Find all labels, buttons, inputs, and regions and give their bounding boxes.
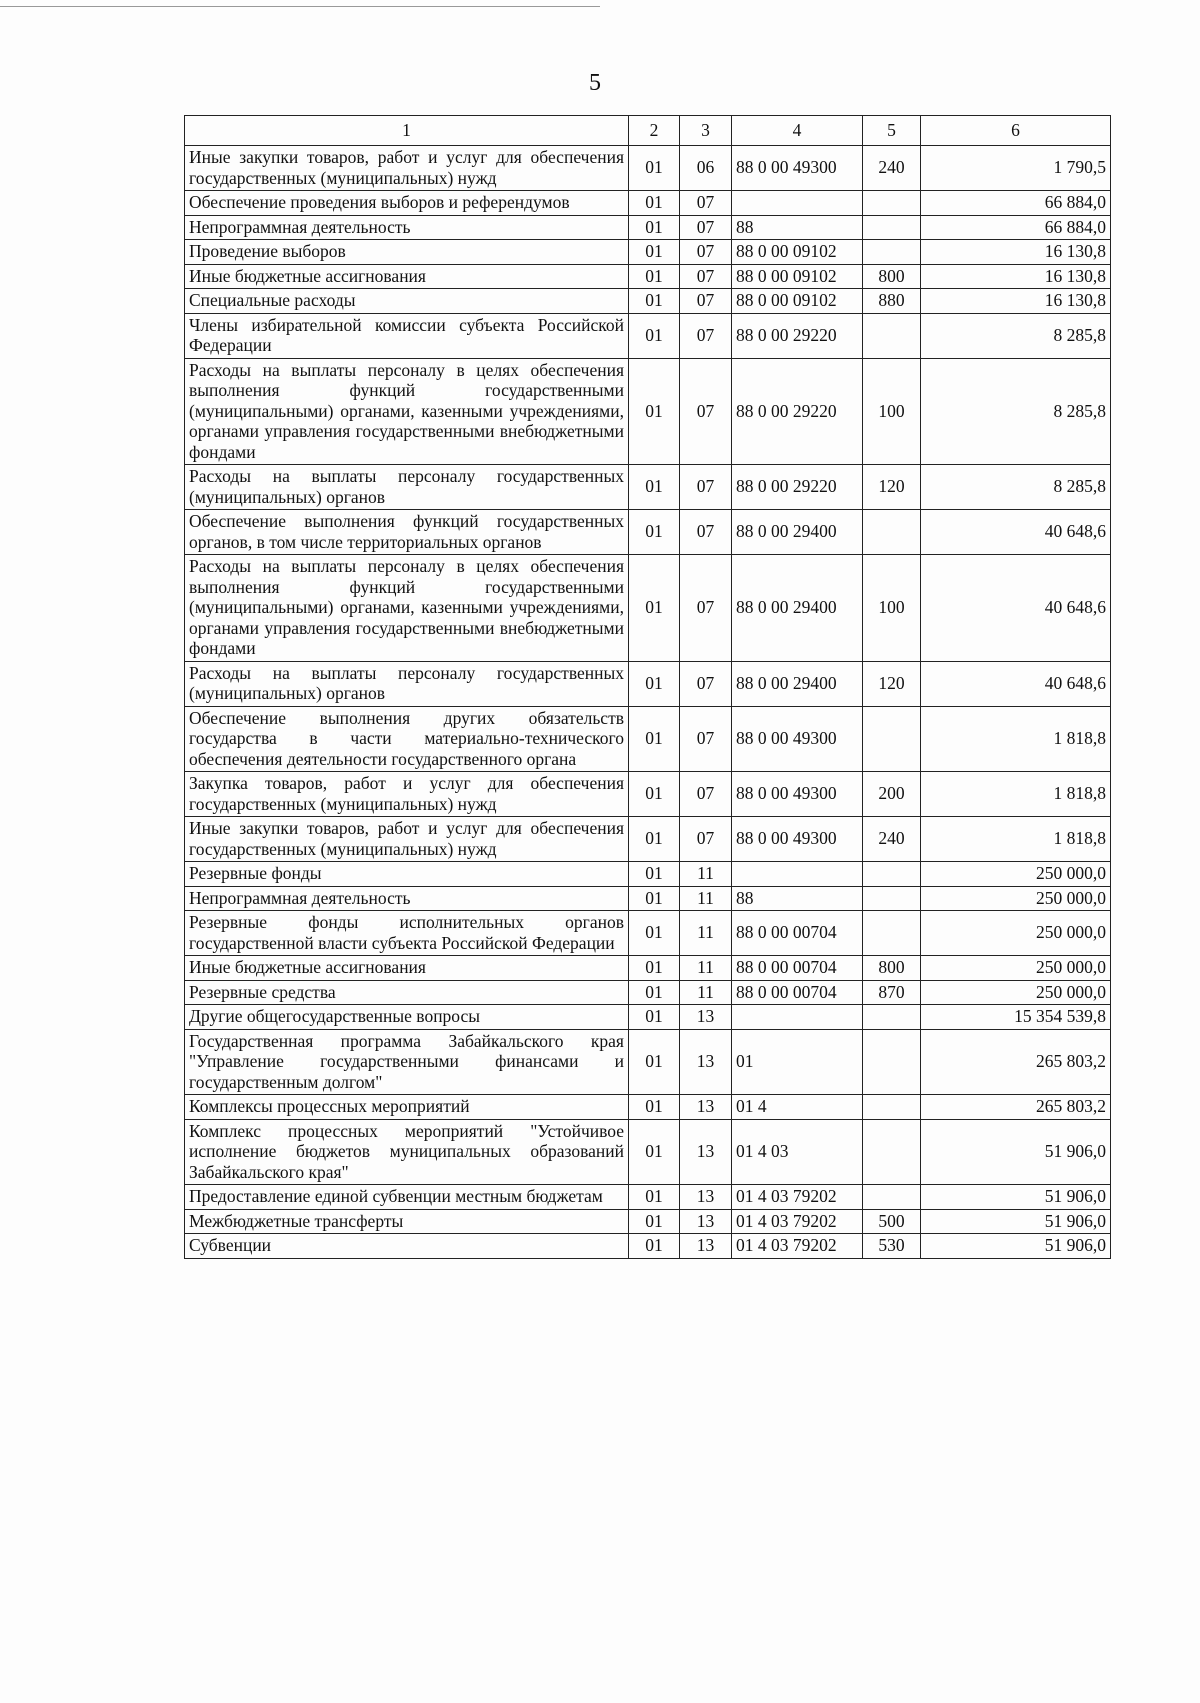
target-article-cell: 01 4 03 79202: [732, 1234, 863, 1259]
section-code-cell: 01: [629, 215, 680, 240]
table-row: [185, 555, 1111, 662]
amount-cell: 250 000,0: [921, 911, 1111, 956]
expense-type-cell: [863, 215, 921, 240]
expense-type-cell: 800: [863, 956, 921, 981]
expense-type-cell: 100: [863, 555, 921, 662]
amount-cell: 51 906,0: [921, 1119, 1111, 1185]
row-name-cell: Расходы на выплаты персоналу государственных (муниципальных) органов: [185, 465, 629, 510]
target-article-cell: 88 0 00 49300: [732, 772, 863, 817]
amount-cell: 66 884,0: [921, 191, 1111, 216]
section-code-cell: 01: [629, 886, 680, 911]
amount-cell: 51 906,0: [921, 1234, 1111, 1259]
amount-cell: 51 906,0: [921, 1209, 1111, 1234]
column-header: 2: [629, 116, 680, 146]
subsection-code-cell: 07: [680, 465, 732, 510]
row-name-cell: Обеспечение выполнения функций государственных органов, в том числе территориальных органов: [185, 510, 629, 555]
column-header: 3: [680, 116, 732, 146]
section-code-cell: 01: [629, 289, 680, 314]
amount-cell: 40 648,6: [921, 510, 1111, 555]
subsection-code-cell: 07: [680, 772, 732, 817]
row-name-cell: Непрограммная деятельность: [185, 215, 629, 240]
target-article-cell: 88 0 00 00704: [732, 956, 863, 981]
expense-type-cell: [863, 1005, 921, 1030]
expense-type-cell: 240: [863, 817, 921, 862]
amount-cell: 15 354 539,8: [921, 1005, 1111, 1030]
section-code-cell: 01: [629, 264, 680, 289]
table-row: [185, 661, 1111, 706]
section-code-cell: 01: [629, 191, 680, 216]
subsection-code-cell: 13: [680, 1029, 732, 1095]
table-row: [185, 465, 1111, 510]
expense-type-cell: 870: [863, 980, 921, 1005]
subsection-code-cell: 13: [680, 1005, 732, 1030]
row-name-cell: Специальные расходы: [185, 289, 629, 314]
target-article-cell: 88 0 00 29220: [732, 358, 863, 465]
top-scan-line: [0, 6, 600, 7]
target-article-cell: 88 0 00 49300: [732, 817, 863, 862]
table-row: [185, 313, 1111, 358]
table-row: [185, 817, 1111, 862]
section-code-cell: 01: [629, 240, 680, 265]
subsection-code-cell: 13: [680, 1119, 732, 1185]
row-name-cell: Непрограммная деятельность: [185, 886, 629, 911]
expense-type-cell: [863, 706, 921, 772]
target-article-cell: [732, 1005, 863, 1030]
expense-type-cell: 530: [863, 1234, 921, 1259]
table-row: [185, 510, 1111, 555]
subsection-code-cell: 07: [680, 313, 732, 358]
amount-cell: 51 906,0: [921, 1185, 1111, 1210]
subsection-code-cell: 07: [680, 817, 732, 862]
subsection-code-cell: 13: [680, 1095, 732, 1120]
section-code-cell: 01: [629, 1005, 680, 1030]
subsection-code-cell: 07: [680, 706, 732, 772]
row-name-cell: Закупка товаров, работ и услуг для обеспечения государственных (муниципальных) нужд: [185, 772, 629, 817]
table-row: [185, 1029, 1111, 1095]
target-article-cell: 88 0 00 00704: [732, 911, 863, 956]
amount-cell: 1 818,8: [921, 817, 1111, 862]
target-article-cell: 01: [732, 1029, 863, 1095]
row-name-cell: Государственная программа Забайкальского края "Управление государственными финансами и государственным долгом": [185, 1029, 629, 1095]
target-article-cell: 01 4 03 79202: [732, 1209, 863, 1234]
section-code-cell: 01: [629, 465, 680, 510]
target-article-cell: 88: [732, 886, 863, 911]
section-code-cell: 01: [629, 510, 680, 555]
row-name-cell: Члены избирательной комиссии субъекта Российской Федерации: [185, 313, 629, 358]
amount-cell: 40 648,6: [921, 661, 1111, 706]
subsection-code-cell: 07: [680, 510, 732, 555]
subsection-code-cell: 11: [680, 886, 732, 911]
expense-type-cell: [863, 1095, 921, 1120]
section-code-cell: 01: [629, 313, 680, 358]
amount-cell: 16 130,8: [921, 289, 1111, 314]
subsection-code-cell: 11: [680, 911, 732, 956]
table-row: [185, 956, 1111, 981]
amount-cell: 1 818,8: [921, 772, 1111, 817]
budget-table: [184, 115, 1111, 1259]
amount-cell: 40 648,6: [921, 555, 1111, 662]
expense-type-cell: 500: [863, 1209, 921, 1234]
subsection-code-cell: 07: [680, 215, 732, 240]
table-row: [185, 215, 1111, 240]
table-row: [185, 886, 1111, 911]
expense-type-cell: [863, 313, 921, 358]
subsection-code-cell: 13: [680, 1209, 732, 1234]
row-name-cell: Комплексы процессных мероприятий: [185, 1095, 629, 1120]
expense-type-cell: 200: [863, 772, 921, 817]
table-row: [185, 289, 1111, 314]
amount-cell: 66 884,0: [921, 215, 1111, 240]
table-row: [185, 862, 1111, 887]
subsection-code-cell: 07: [680, 191, 732, 216]
expense-type-cell: 120: [863, 465, 921, 510]
amount-cell: 8 285,8: [921, 313, 1111, 358]
page-number: 5: [589, 70, 601, 96]
target-article-cell: 88 0 00 49300: [732, 146, 863, 191]
section-code-cell: 01: [629, 1095, 680, 1120]
section-code-cell: 01: [629, 956, 680, 981]
expense-type-cell: 880: [863, 289, 921, 314]
subsection-code-cell: 13: [680, 1185, 732, 1210]
target-article-cell: 01 4 03: [732, 1119, 863, 1185]
amount-cell: 16 130,8: [921, 264, 1111, 289]
amount-cell: 1 790,5: [921, 146, 1111, 191]
row-name-cell: Резервные средства: [185, 980, 629, 1005]
section-code-cell: 01: [629, 1029, 680, 1095]
amount-cell: 250 000,0: [921, 886, 1111, 911]
expense-type-cell: [863, 240, 921, 265]
row-name-cell: Расходы на выплаты персоналу в целях обеспечения выполнения функций государственными (муниципальными) органами, казенными учреждениями, органами управления государственными внебюджетными фондами: [185, 358, 629, 465]
target-article-cell: 88 0 00 29400: [732, 661, 863, 706]
subsection-code-cell: 06: [680, 146, 732, 191]
section-code-cell: 01: [629, 358, 680, 465]
subsection-code-cell: 07: [680, 555, 732, 662]
target-article-cell: 88 0 00 09102: [732, 264, 863, 289]
table-row: [185, 706, 1111, 772]
table-row: [185, 191, 1111, 216]
target-article-cell: 88 0 00 09102: [732, 289, 863, 314]
target-article-cell: 88 0 00 09102: [732, 240, 863, 265]
section-code-cell: 01: [629, 1209, 680, 1234]
target-article-cell: 88 0 00 00704: [732, 980, 863, 1005]
table-row: [185, 1209, 1111, 1234]
subsection-code-cell: 13: [680, 1234, 732, 1259]
target-article-cell: 88 0 00 29400: [732, 510, 863, 555]
expense-type-cell: [863, 911, 921, 956]
row-name-cell: Предоставление единой субвенции местным бюджетам: [185, 1185, 629, 1210]
row-name-cell: Иные закупки товаров, работ и услуг для обеспечения государственных (муниципальных) нужд: [185, 146, 629, 191]
row-name-cell: Комплекс процессных мероприятий "Устойчивое исполнение бюджетов муниципальных образований Забайкальского края": [185, 1119, 629, 1185]
table-row: [185, 146, 1111, 191]
row-name-cell: Межбюджетные трансферты: [185, 1209, 629, 1234]
table-header-row: [185, 116, 1111, 146]
target-article-cell: 88 0 00 29220: [732, 465, 863, 510]
amount-cell: 265 803,2: [921, 1029, 1111, 1095]
table-row: [185, 772, 1111, 817]
section-code-cell: 01: [629, 980, 680, 1005]
section-code-cell: 01: [629, 555, 680, 662]
amount-cell: 8 285,8: [921, 465, 1111, 510]
table-row: [185, 264, 1111, 289]
row-name-cell: Иные бюджетные ассигнования: [185, 956, 629, 981]
target-article-cell: 01 4: [732, 1095, 863, 1120]
row-name-cell: Резервные фонды: [185, 862, 629, 887]
subsection-code-cell: 11: [680, 980, 732, 1005]
row-name-cell: Обеспечение выполнения других обязательств государства в части материально-технического обеспечения деятельности государственного органа: [185, 706, 629, 772]
table-row: [185, 1185, 1111, 1210]
table-row: [185, 1234, 1111, 1259]
table-row: [185, 911, 1111, 956]
amount-cell: 8 285,8: [921, 358, 1111, 465]
amount-cell: 250 000,0: [921, 980, 1111, 1005]
subsection-code-cell: 07: [680, 661, 732, 706]
column-header: 1: [185, 116, 629, 146]
subsection-code-cell: 07: [680, 240, 732, 265]
row-name-cell: Расходы на выплаты персоналу в целях обеспечения выполнения функций государственными (муниципальными) органами, казенными учреждениями, органами управления государственными внебюджетными фондами: [185, 555, 629, 662]
subsection-code-cell: 07: [680, 264, 732, 289]
row-name-cell: Резервные фонды исполнительных органов государственной власти субъекта Российской Федерации: [185, 911, 629, 956]
amount-cell: 16 130,8: [921, 240, 1111, 265]
table-row: [185, 240, 1111, 265]
section-code-cell: 01: [629, 146, 680, 191]
amount-cell: 250 000,0: [921, 956, 1111, 981]
section-code-cell: 01: [629, 1234, 680, 1259]
row-name-cell: Иные бюджетные ассигнования: [185, 264, 629, 289]
expense-type-cell: [863, 510, 921, 555]
section-code-cell: 01: [629, 911, 680, 956]
row-name-cell: Проведение выборов: [185, 240, 629, 265]
subsection-code-cell: 07: [680, 358, 732, 465]
expense-type-cell: 800: [863, 264, 921, 289]
table-row: [185, 1005, 1111, 1030]
section-code-cell: 01: [629, 772, 680, 817]
subsection-code-cell: 11: [680, 956, 732, 981]
expense-type-cell: 100: [863, 358, 921, 465]
expense-type-cell: 120: [863, 661, 921, 706]
subsection-code-cell: 11: [680, 862, 732, 887]
row-name-cell: Субвенции: [185, 1234, 629, 1259]
expense-type-cell: [863, 862, 921, 887]
target-article-cell: 88: [732, 215, 863, 240]
table-row: [185, 1119, 1111, 1185]
row-name-cell: Иные закупки товаров, работ и услуг для обеспечения государственных (муниципальных) нужд: [185, 817, 629, 862]
target-article-cell: 88 0 00 49300: [732, 706, 863, 772]
expense-type-cell: [863, 1185, 921, 1210]
subsection-code-cell: 07: [680, 289, 732, 314]
column-header: 6: [921, 116, 1111, 146]
section-code-cell: 01: [629, 661, 680, 706]
table-row: [185, 358, 1111, 465]
amount-cell: 265 803,2: [921, 1095, 1111, 1120]
target-article-cell: 01 4 03 79202: [732, 1185, 863, 1210]
section-code-cell: 01: [629, 1185, 680, 1210]
expense-type-cell: 240: [863, 146, 921, 191]
section-code-cell: 01: [629, 1119, 680, 1185]
row-name-cell: Расходы на выплаты персоналу государственных (муниципальных) органов: [185, 661, 629, 706]
section-code-cell: 01: [629, 706, 680, 772]
column-header: 4: [732, 116, 863, 146]
target-article-cell: 88 0 00 29400: [732, 555, 863, 662]
expense-type-cell: [863, 886, 921, 911]
table-row: [185, 980, 1111, 1005]
amount-cell: 1 818,8: [921, 706, 1111, 772]
target-article-cell: [732, 862, 863, 887]
table-row: [185, 1095, 1111, 1120]
row-name-cell: Обеспечение проведения выборов и референдумов: [185, 191, 629, 216]
expense-type-cell: [863, 1029, 921, 1095]
target-article-cell: 88 0 00 29220: [732, 313, 863, 358]
expense-type-cell: [863, 191, 921, 216]
expense-type-cell: [863, 1119, 921, 1185]
column-header: 5: [863, 116, 921, 146]
section-code-cell: 01: [629, 817, 680, 862]
target-article-cell: [732, 191, 863, 216]
section-code-cell: 01: [629, 862, 680, 887]
amount-cell: 250 000,0: [921, 862, 1111, 887]
row-name-cell: Другие общегосударственные вопросы: [185, 1005, 629, 1030]
